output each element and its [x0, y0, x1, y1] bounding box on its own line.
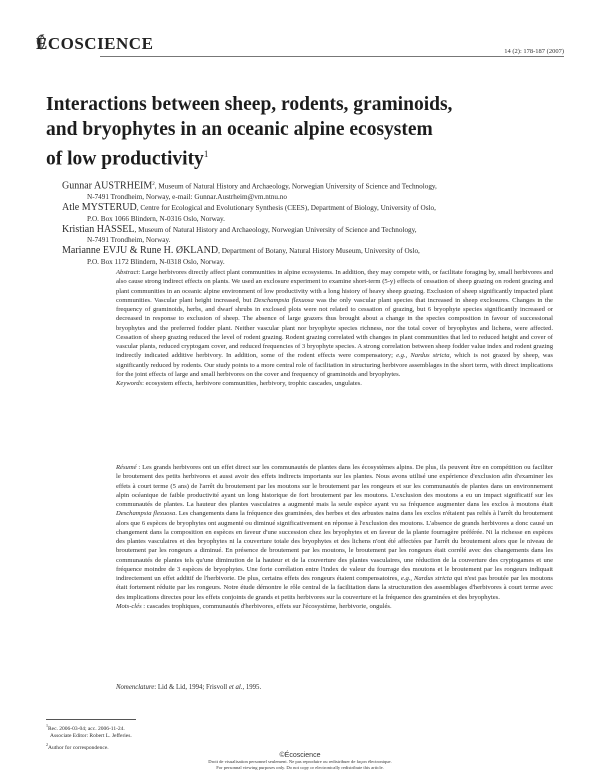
species-name: Deschampsia flexuosa — [253, 296, 314, 304]
rights-notice-en: For personnal viewing purposes only. Do not copy or electronically redistribute this article. — [216, 764, 384, 770]
nomenclature-end: , 1995. — [242, 684, 262, 691]
resume-text: : Les grands herbivores ont un effet direct sur les communautés de plantes dans les écosystèmes alpins. De plus, ils peuvent être en compétition ou faciliter le broutement des petits herbivores et aussi avoir des effets indirects importants sur les plantes. Nous avons utilisé une expérience d'exclusion afin d'examiner les effets à court terme (5 ans) de l'arrêt du broutement par les moutons sur le broutement par les rongeurs et sur les communautés de plantes dans un environnement alpin océanique de faible productivité ayant un long historique de fort broutement par les moutons. L'exclusion des moutons a eu un impact significatif sur les communautés de plantes. La hauteur des plantes vasculaires a augmenté mais la seule espèce ayant vu sa fréquence augmenter dans les exclos à moutons était — [116, 464, 553, 508]
leaf-icon — [34, 34, 48, 50]
author-entry — [62, 225, 562, 247]
species-name: Deschampsia flexuosa — [116, 510, 176, 518]
abstract-label: Abstract — [116, 269, 139, 276]
nomenclature-label: Nomenclature — [116, 684, 155, 691]
footnote-correspondence: Author for correspondence. — [48, 744, 109, 751]
author-affiliation: , Museum of Natural History and Archaeology, Norwegian University of Science and Technology, — [134, 225, 417, 234]
author-footnote-mark: 2 — [152, 182, 155, 187]
author-name: Gunnar AUSTRHEIM — [62, 180, 153, 192]
journal-name: ÉCOSCIENCE — [36, 34, 154, 53]
footnotes — [46, 722, 306, 752]
author-name: Atle MYSTERUD — [62, 201, 137, 213]
species-name: Nardus stricta — [414, 575, 453, 582]
journal-citation: 14 (2): 178-187 (2007) — [504, 48, 564, 55]
resume-label: Résumé — [116, 464, 137, 471]
author-address: P.O. Box 1172 Blindern, N-0318 Oslo, Norway. — [87, 257, 225, 266]
footnote-editor: Associate Editor: Robert L. Jefferies. — [50, 733, 132, 740]
author-name: Marianne EVJU & Rune H. ØKLAND — [62, 245, 219, 257]
journal-logo — [34, 32, 153, 56]
author-address: P.O. Box 1066 Blindern, N-0316 Oslo, Norway. — [87, 214, 225, 223]
nomenclature-text: : Lid & Lid, 1994; Frisvoll — [154, 684, 229, 691]
species-name: Nardus stricta — [410, 352, 450, 360]
footnote-received: Rec. 2006-03-04; acc. 2006-11-24. — [48, 725, 125, 732]
author-affiliation: , Department of Botany, Natural History Museum, University of Oslo, — [218, 247, 420, 256]
resume-text: . Les changements dans la fréquence des graminées, des herbes et des arbustes nains dans les exclos n'étaient pas reliés à l'arrêt du broutement alors que 6 espèces de bryophytes ont augmenté ou diminué significativement en réponse à l'exclusion des moutons. L'absence de grands herbivores a donc causé un changement dans la composition en espèces en faveur d'une succession chez les bryophytes et en faveur de la plante fourragère préférée. Ni la richesse en espèces des plantes vasculaires et des bryophytes ni la couverture totale des bryophytes et des lichens n'ont été affectées par l'arrêt du broutement alors que le niveau de broutement par les rongeurs a diminué. En présence de broutement par les moutons, le broutement par les rongeurs était corrélé avec des changements dans les communautés de plantes tels qu'une diminution de la hauteur et de la couverture des plantes vasculaires, une réduction de la couverture des cryptogames et une fréquence moindre de 3 espèces de bryophytes. Une forte corrélation entre l'index de valeur du fourrage des moutons et le broutement par les rongeurs indiquait indirectement un effet additif de l'herbivorie. De plus, certains effets des rongeurs étaient compensatoires, — [116, 510, 553, 582]
resume-text: qui n'est pas broutée par les moutons était fortement réduite par les rongeurs. Notre étude démontre le rôle central de la facilitation dans la structuration des assemblages d'herbivores à court terme avec des implications directes pour les effets conjoints de grands et petits herbivores sur la couverture et la fréquence des graminées et des bryophytes. — [116, 575, 554, 601]
abbreviation: e.g. — [400, 575, 411, 582]
author-name: Kristian HASSEL — [62, 223, 135, 235]
author-address: N-7491 Trondheim, Norway. — [87, 236, 171, 245]
page-footer — [150, 752, 450, 770]
copyright: ©Écoscience — [279, 752, 321, 759]
author-list — [62, 180, 562, 268]
author-affiliation: , Museum of Natural History and Archaeology, Norwegian University of Science and Technology, — [154, 182, 437, 191]
resume — [116, 463, 553, 611]
article-title — [46, 92, 546, 172]
author-entry — [62, 180, 562, 203]
resume-text: , — [410, 575, 415, 582]
header-rule — [100, 56, 564, 57]
mots-cles-text: : cascades trophiques, communautés d'herbivores, effets sur l'écosystème, herbivorie, ongulés. — [141, 602, 392, 610]
author-affiliation: , Centre for Ecological and Evolutionary Synthesis (CEES), Department of Biology, University of Oslo, — [136, 203, 436, 212]
author-address: N-7491 Trondheim, Norway, e-mail: Gunnar.Austrheim@vm.ntnu.no — [87, 193, 287, 202]
abbreviation: e.g. — [396, 352, 406, 360]
abstract-text: , which is not grazed by sheep, was significantly reduced by rodents. Our study points to a more central role of facilitation in structuring herbivore assemblages in the short term, with direct implications for the joint effects of large and small herbivores on the cover and frequency of graminoids and bryophytes. — [116, 352, 553, 378]
abstract-text: , — [405, 352, 411, 360]
footnote-rule — [46, 719, 136, 720]
author-entry — [62, 246, 562, 268]
keywords-text: : ecosystem effects, herbivore communities, herbivory, trophic cascades, ungulates. — [142, 380, 362, 387]
rights-notice-fr: Droit de visualisation personnel seulement. Ne pas reproduire ou redistribuer de façon électronique. — [208, 759, 392, 764]
abstract-text: : Large herbivores directly affect plant communities in alpine ecosystems. In addition, they may compete with, or facilitate foraging by, small herbivores and also cause strong indirect effects on plants. We used an exclosure experiment to examine short-term (5-y) effects of cessation of sheep grazing on rodent grazing and plant communities in an oceanic alpine environment of low productivity with a long history of heavy sheep grazing. Exclusion of sheep significantly impacted plant communities. Vascular plant height increased, but — [116, 269, 553, 304]
title-footnote-mark: 1 — [203, 149, 209, 159]
title-line-3: of low productivity — [46, 148, 204, 170]
abstract-text: was the only vascular plant species that increased in sheep exclosures. Changes in the frequency of graminoids, herbs, and dwarf shrubs in exclosed plots were not related to cessation of grazing, but 6 bryophyte species significantly increased or decreased in response to exclusion of sheep. The absence of large grazers thus brought about a change in the species composition in favour of successional bryophytes and the preferred fodder plant. Neither vascular plant nor bryophyte species richness, nor the total cover of bryophytes and lichens, were affected. Cessation of sheep grazing reduced the level of rodent grazing. Rodent grazing correlated with changes in plant communities that led to reduced height and cover of vascular plants, reduced cryptogam cover, and reduced frequencies of 3 bryophyte species. A strong correlation between sheep fodder value index and rodent grazing indirectly indicated additive herbivory. In addition, some of the rodent effects were compensatory; — [116, 296, 553, 360]
title-line-2: and bryophytes in an oceanic alpine ecosystem — [46, 119, 433, 140]
nomenclature-etal: et al. — [228, 684, 243, 691]
title-line-1: Interactions between sheep, rodents, graminoids, — [46, 94, 453, 115]
mots-cles-label: Mots-clés — [116, 602, 142, 610]
author-entry — [62, 203, 562, 225]
nomenclature — [116, 684, 553, 691]
footnote-mark: 1 — [46, 723, 48, 728]
footnote-mark: 2 — [46, 741, 48, 747]
abstract — [116, 268, 553, 388]
keywords-label: Keywords — [116, 380, 143, 387]
